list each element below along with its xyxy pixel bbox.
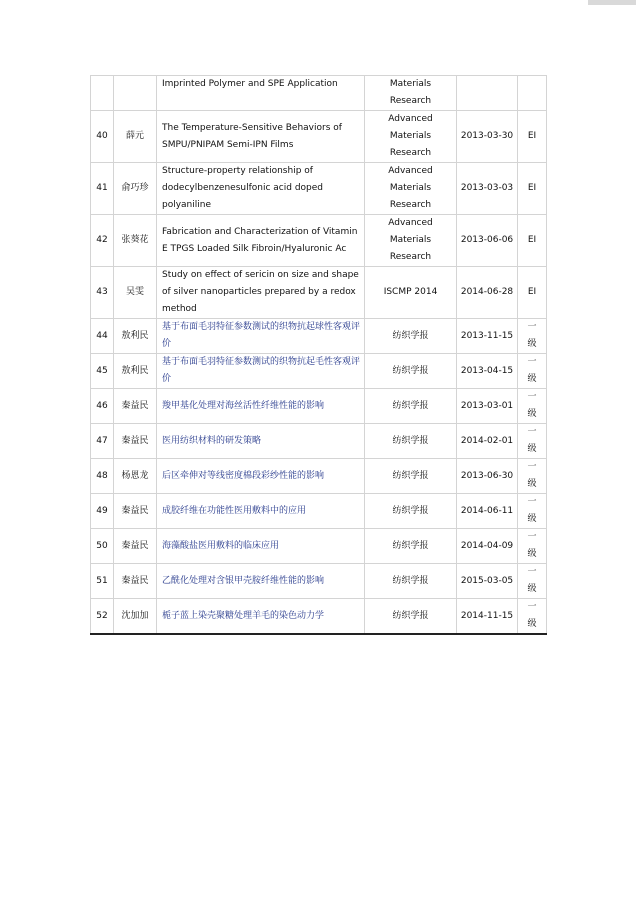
row-number: 42 [91,215,114,267]
row-journal: 纺织学报 [365,319,457,354]
table-row [91,267,547,319]
row-number: 44 [91,319,114,354]
row-date: 2014-02-01 [457,424,518,459]
row-author: 吴雯 [114,267,157,319]
row-number: 43 [91,267,114,319]
row-date: 2014-06-28 [457,267,518,319]
row-date: 2013-11-15 [457,319,518,354]
row-number: 46 [91,389,114,424]
row-title: Study on effect of sericin on size and shape of silver nanoparticles prepared by a redox method [157,267,365,319]
publications-table [90,75,547,635]
row-author: 秦益民 [114,529,157,564]
row-level: EI [518,267,547,319]
row-date: 2014-11-15 [457,599,518,635]
row-level: 一 级 [518,389,547,424]
row-journal: 纺织学报 [365,459,457,494]
row-date: 2013-03-03 [457,163,518,215]
row-level: 一 级 [518,529,547,564]
row-author: 秦益民 [114,424,157,459]
row-date [457,76,518,111]
row-number: 52 [91,599,114,635]
row-journal: Advanced Materials Research [365,111,457,163]
table-row [91,599,547,635]
row-date: 2014-04-09 [457,529,518,564]
row-author: 敖利民 [114,354,157,389]
row-journal: Advanced Materials Research [365,215,457,267]
top-edge-shade [588,0,636,5]
row-level: 一 级 [518,319,547,354]
row-journal: 纺织学报 [365,389,457,424]
row-number: 40 [91,111,114,163]
row-author: 秦益民 [114,494,157,529]
table-row [91,163,547,215]
table-row [91,354,547,389]
row-date: 2014-06-11 [457,494,518,529]
row-author: 秦益民 [114,389,157,424]
table-row [91,494,547,529]
row-level: 一 级 [518,459,547,494]
row-number: 50 [91,529,114,564]
row-number [91,76,114,111]
row-date: 2013-04-15 [457,354,518,389]
row-journal: Materials Research [365,76,457,111]
row-date: 2013-03-30 [457,111,518,163]
row-level: 一 级 [518,354,547,389]
row-number: 47 [91,424,114,459]
row-level [518,76,547,111]
row-number: 45 [91,354,114,389]
row-author: 张葵花 [114,215,157,267]
table-row [91,529,547,564]
row-level: 一 级 [518,424,547,459]
row-title: Imprinted Polymer and SPE Application [157,76,365,111]
row-number: 49 [91,494,114,529]
row-level: EI [518,163,547,215]
row-author: 沈加加 [114,599,157,635]
row-journal: 纺织学报 [365,599,457,635]
row-journal: 纺织学报 [365,354,457,389]
row-level: 一 级 [518,564,547,599]
row-journal: 纺织学报 [365,494,457,529]
table-row [91,111,547,163]
row-author [114,76,157,111]
row-author: 敖利民 [114,319,157,354]
row-title[interactable]: 基于布面毛羽特征参数测试的织物抗起毛性客观评价 [157,354,365,389]
row-number: 51 [91,564,114,599]
table-row [91,389,547,424]
row-title: The Temperature-Sensitive Behaviors of SMPU/PNIPAM Semi-IPN Films [157,111,365,163]
row-title[interactable]: 羧甲基化处理对海丝活性纤维性能的影响 [157,389,365,424]
row-number: 48 [91,459,114,494]
row-title[interactable]: 基于布面毛羽特征参数测试的织物抗起球性客观评价 [157,319,365,354]
table-row [91,319,547,354]
row-title: Fabrication and Characterization of Vitamin E TPGS Loaded Silk Fibroin/Hyaluronic Ac [157,215,365,267]
row-title[interactable]: 后区牵伸对等线密度棉段彩纱性能的影响 [157,459,365,494]
row-author: 薛元 [114,111,157,163]
row-number: 41 [91,163,114,215]
row-title[interactable]: 乙酰化处理对含银甲壳胺纤维性能的影响 [157,564,365,599]
row-journal: 纺织学报 [365,564,457,599]
row-author: 俞巧珍 [114,163,157,215]
row-author: 秦益民 [114,564,157,599]
table-row [91,459,547,494]
row-journal: Advanced Materials Research [365,163,457,215]
row-title[interactable]: 栀子蓝上染壳聚糖处理羊毛的染色动力学 [157,599,365,635]
row-journal: 纺织学报 [365,529,457,564]
row-journal: 纺织学报 [365,424,457,459]
table-row [91,215,547,267]
row-journal: ISCMP 2014 [365,267,457,319]
row-date: 2015-03-05 [457,564,518,599]
row-level: 一 级 [518,599,547,635]
row-author: 杨恩龙 [114,459,157,494]
row-level: 一 级 [518,494,547,529]
row-level: EI [518,111,547,163]
publications-table-body [91,76,547,635]
row-title[interactable]: 海藻酸盐医用敷料的临床应用 [157,529,365,564]
row-title: Structure-property relationship of dodecylbenzenesulfonic acid doped polyaniline [157,163,365,215]
row-title[interactable]: 医用纺织材料的研发策略 [157,424,365,459]
row-level: EI [518,215,547,267]
row-title[interactable]: 成胶纤维在功能性医用敷料中的应用 [157,494,365,529]
table-row [91,564,547,599]
table-row [91,424,547,459]
row-date: 2013-03-01 [457,389,518,424]
table-row [91,76,547,111]
row-date: 2013-06-06 [457,215,518,267]
row-date: 2013-06-30 [457,459,518,494]
